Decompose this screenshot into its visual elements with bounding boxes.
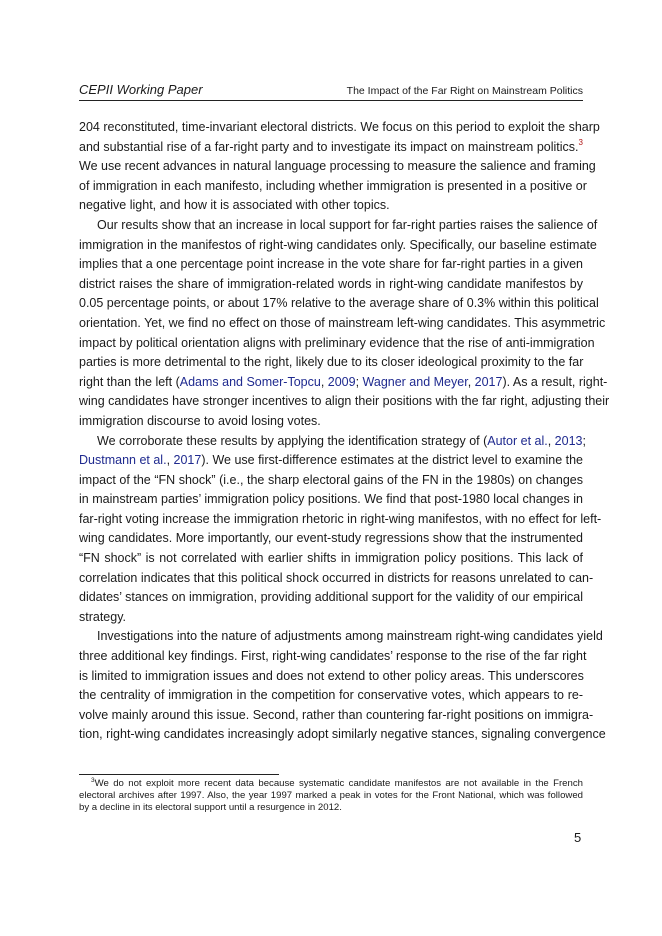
citation-link[interactable]: 2013: [554, 433, 583, 448]
text-segment: in mainstream parties’ immigration policy positions. We find that post-1980 local changes in: [79, 492, 583, 507]
text-line: [79, 412, 583, 432]
citation-link[interactable]: Autor et al.: [487, 433, 548, 448]
running-header-journal: CEPII Working Paper: [79, 82, 203, 97]
text-line: [79, 275, 583, 295]
text-segment: immigration in the manifestos of right-wing candidates only. Specifically, our baseline estimate: [79, 237, 597, 252]
footnote-text: by a decline in its electoral support until a resurgence in 2012.: [79, 802, 342, 813]
text-segment: the centrality of immigration in the competition for conservative votes, which appears to re-: [79, 688, 583, 703]
text-segment: 204 reconstituted, time-invariant electoral districts. We focus on this period to exploit the sharp: [79, 120, 600, 134]
text-segment: of immigration in each manifesto, including whether immigration is presented in a positive or: [79, 178, 587, 193]
text-segment: strategy.: [79, 609, 127, 624]
text-line: [79, 196, 583, 216]
text-segment: wing candidates have stronger incentives to align their positions with the far right, adjusting their: [79, 394, 610, 409]
text-segment: ,: [467, 374, 475, 389]
text-line: [79, 588, 583, 608]
citation-link[interactable]: Wagner and Meyer: [362, 374, 468, 389]
citation-link[interactable]: 2017: [474, 374, 503, 389]
text-line: [79, 706, 594, 726]
text-segment: negative light, and how it is associated with other topics.: [79, 198, 390, 213]
text-segment: didates’ stances on immigration, providing additional support for the validity of our empirical: [79, 590, 583, 605]
text-segment: far-right voting increase the immigration rhetoric in right-wing manifestos, with no effect for left-: [79, 511, 602, 526]
header-rule: [79, 100, 583, 101]
text-line: [79, 236, 597, 256]
text-segment: “FN shock” is not correlated with earlier shifts in immigration policy positions. This lack of: [79, 551, 583, 566]
text-line: [79, 334, 595, 354]
text-segment: and substantial rise of a far-right party and to investigate its impact on mainstream politics.: [79, 139, 579, 154]
citation-link[interactable]: Dustmann et al.: [79, 453, 167, 468]
text-segment: immigration discourse to avoid losing votes.: [79, 413, 321, 428]
page-number: 5: [574, 830, 582, 845]
running-header-title: The Impact of the Far Right on Mainstream Politics: [346, 85, 583, 97]
footnote-text: We do not exploit more recent data because systematic candidate manifestos are not available in the French: [94, 778, 583, 789]
text-segment: implies that a one percentage point increase in the vote share for far-right parties in a given: [79, 257, 583, 272]
text-line: [79, 177, 587, 197]
text-segment: Our results show that an increase in local support for far-right parties raises the salience of: [97, 217, 598, 232]
text-segment: 0.05 percentage points, or about 17% relative to the average share of 0.3% within this political: [79, 296, 599, 311]
text-line: [79, 490, 583, 510]
text-line: [79, 373, 608, 393]
text-line: [79, 627, 603, 647]
text-segment: correlation indicates that this political shock occurred in districts for reasons unrelated to can-: [79, 570, 594, 585]
text-segment: impact of the “FN shock” (i.e., the sharp electoral gains of the FN in the 1980s) on changes: [79, 472, 583, 487]
text-line: [79, 529, 583, 549]
footnote: [79, 778, 583, 814]
text-line: [79, 216, 598, 236]
text-segment: volve mainly around this issue. Second, rather than countering far-right positions on immigra-: [79, 707, 594, 722]
text-line: [79, 549, 583, 569]
paragraph: [79, 216, 610, 432]
text-line: [79, 432, 586, 452]
text-line: [79, 353, 583, 373]
text-segment: ). As a result, right-: [502, 374, 608, 389]
citation-link[interactable]: 2009: [327, 374, 356, 389]
text-line: [79, 157, 596, 177]
text-segment: tion, right-wing candidates increasingly adopt similarly negative stances, signaling convergence: [79, 727, 606, 742]
text-segment: We corroborate these results by applying the identification strategy of (: [97, 433, 488, 448]
footnote-line: [79, 778, 583, 790]
footnote-line: [79, 802, 583, 814]
text-segment: orientation. Yet, we find no effect on those of mainstream left-wing candidates. This asymmetric: [79, 315, 606, 330]
text-line: [79, 471, 583, 491]
text-line: [79, 255, 583, 275]
text-line: [79, 451, 583, 471]
text-segment: ). We use first-difference estimates at the district level to examine the: [201, 453, 583, 468]
text-segment: ,: [320, 374, 328, 389]
text-segment: wing candidates. More importantly, our event-study regressions show that the instrumented: [79, 531, 583, 546]
footnote-number: 3: [91, 777, 95, 784]
citation-link[interactable]: Adams and Somer-Topcu: [179, 374, 321, 389]
text-line: [79, 118, 600, 138]
text-segment: ;: [582, 433, 586, 448]
citation-link[interactable]: 2017: [173, 453, 202, 468]
text-segment: is limited to immigration issues and does not extend to other policy areas. This underscores: [79, 668, 584, 683]
paragraph: [79, 432, 602, 628]
text-segment: right than the left (: [79, 374, 180, 389]
text-segment: impact by political orientation aligns with preliminary evidence that the rise of anti-immigration: [79, 335, 595, 350]
text-line: [79, 569, 594, 589]
paragraph: [79, 118, 600, 216]
text-segment: district raises the share of immigration-related words in right-wing candidate manifestos by: [79, 276, 583, 291]
text-line: [79, 608, 583, 628]
text-segment: Investigations into the nature of adjustments among mainstream right-wing candidates yield: [97, 629, 603, 644]
footnote-marker[interactable]: 3: [578, 137, 583, 147]
text-line: [79, 294, 599, 314]
paragraph: [79, 627, 606, 745]
text-segment: ,: [547, 433, 555, 448]
text-line: [79, 138, 583, 158]
text-line: [79, 725, 606, 745]
footnote-line: [79, 790, 583, 802]
text-line: [79, 510, 602, 530]
text-segment: three additional key findings. First, right-wing candidates’ response to the rise of the far right: [79, 649, 587, 664]
text-segment: parties is more detrimental to the right, likely due to its closer ideological proximity to the far: [79, 355, 584, 370]
text-segment: ;: [355, 374, 363, 389]
footnote-text: electoral archives after 1997. Also, the year 1997 marked a peak in votes for the Front National, which was followed: [79, 790, 583, 801]
body-text: [79, 118, 610, 745]
footnote-rule: [79, 774, 279, 775]
text-line: [79, 667, 583, 687]
text-line: [79, 647, 587, 667]
text-segment: We use recent advances in natural language processing to measure the salience and framing: [79, 159, 596, 174]
text-line: [79, 392, 610, 412]
text-segment: ,: [166, 453, 174, 468]
text-line: [79, 314, 606, 334]
text-line: [79, 686, 583, 706]
